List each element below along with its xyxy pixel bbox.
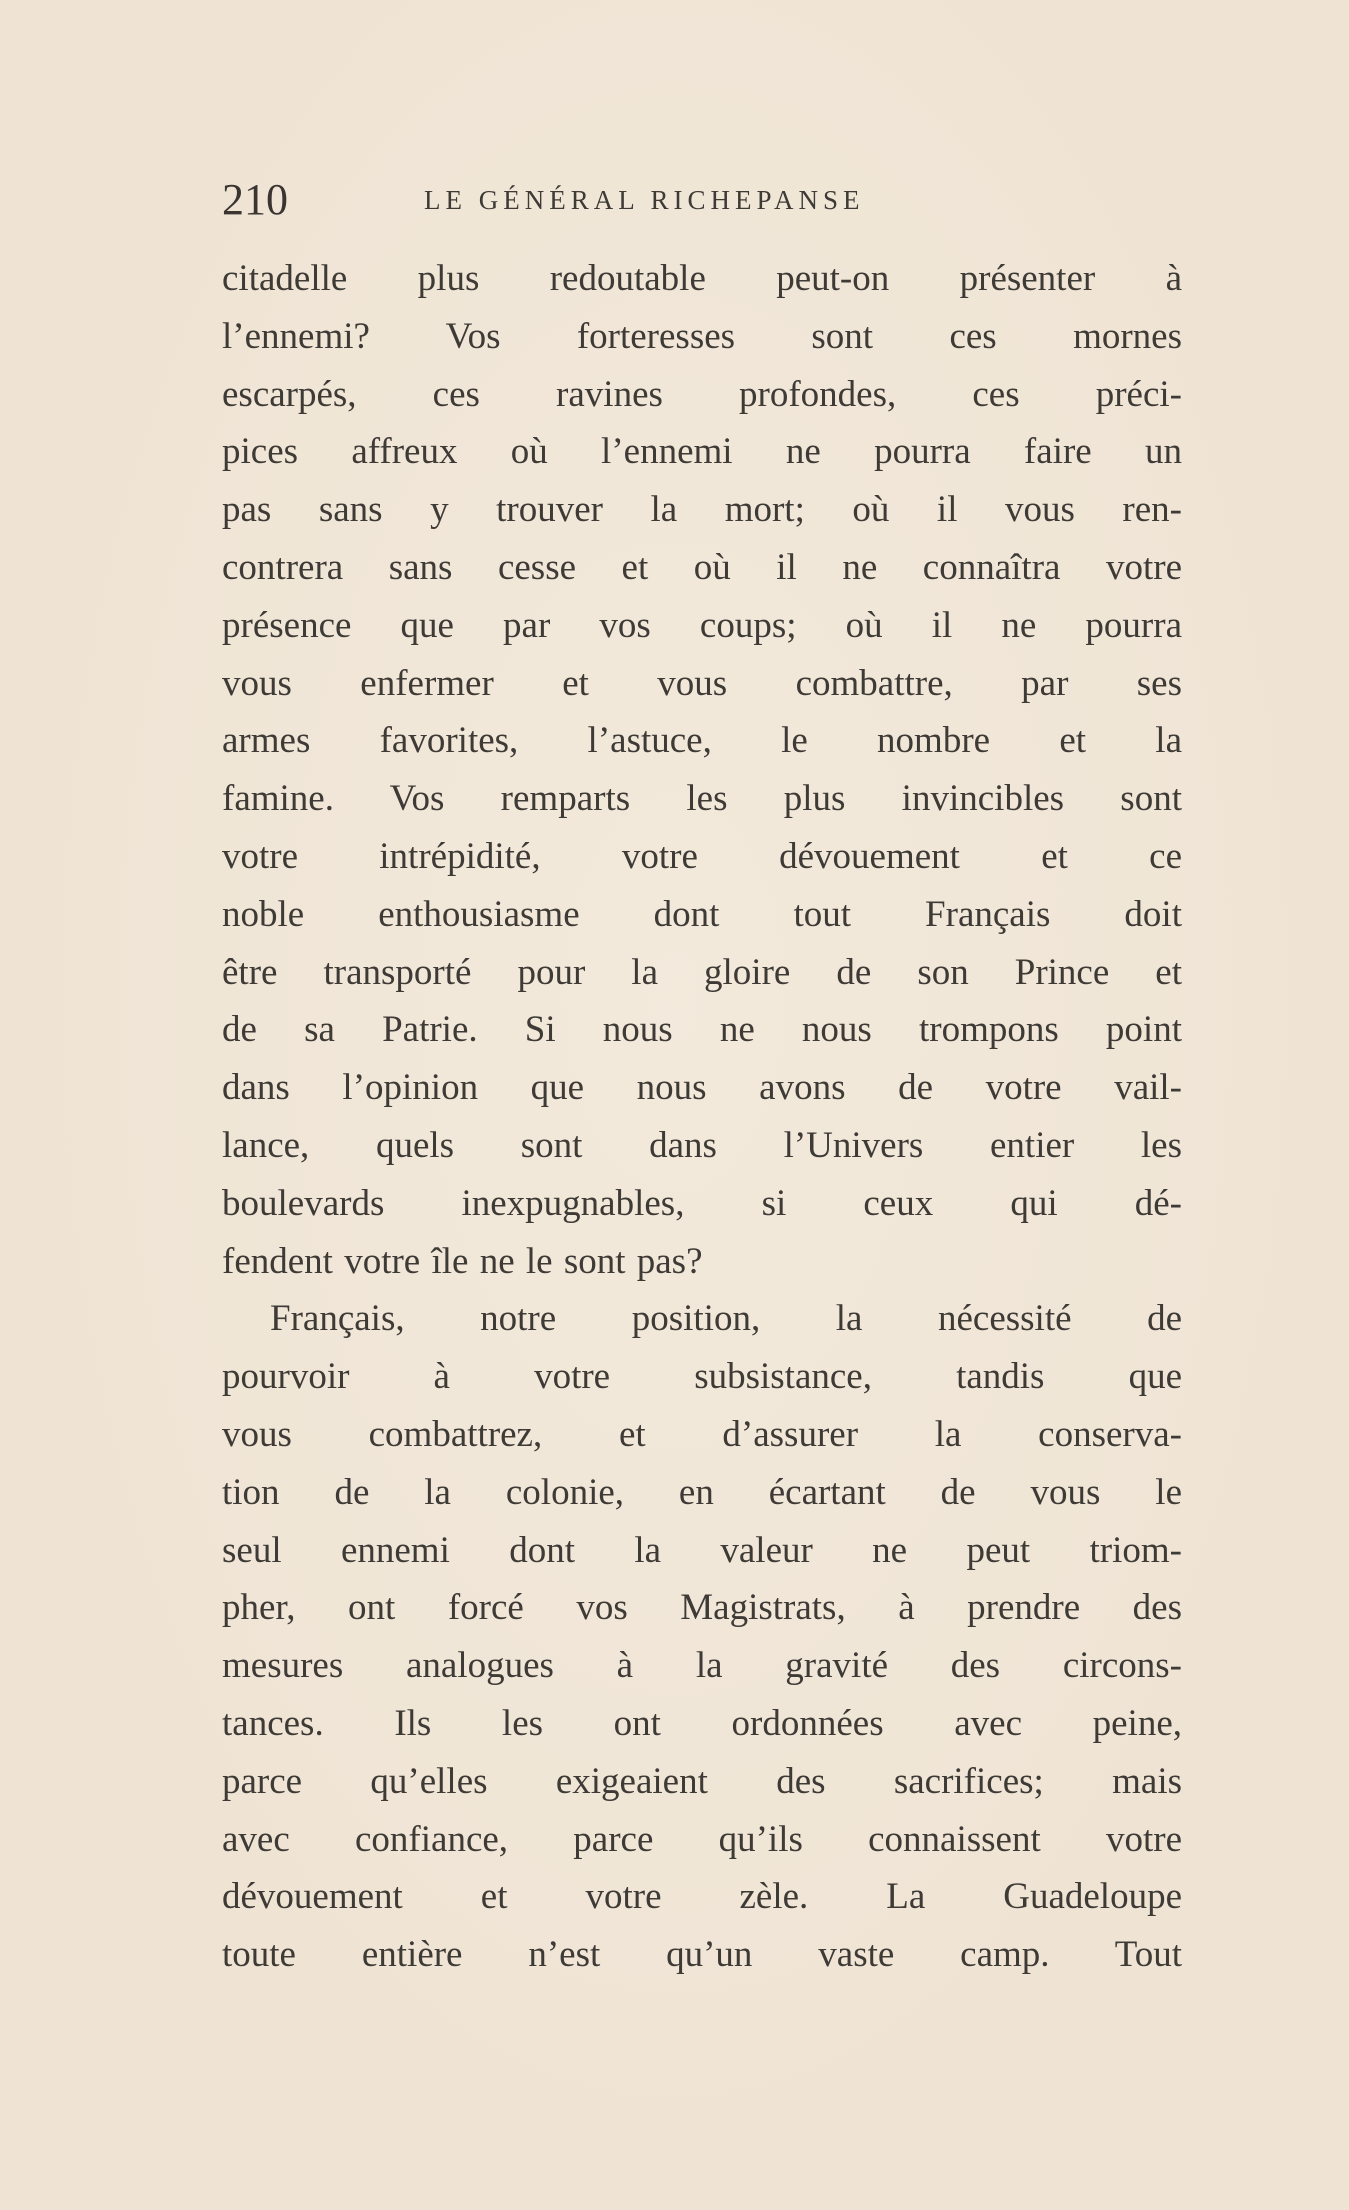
text-line: l’ennemi? Vos forteresses sont ces mornes	[222, 315, 1182, 357]
text-line: parce qu’elles exigeaient des sacrifices; mais	[222, 1760, 1182, 1802]
text-line: citadelle plus redoutable peut-on présenter à	[222, 258, 1182, 299]
text-line: être transporté pour la gloire de son Prince et	[222, 951, 1182, 993]
page-header	[222, 172, 1182, 228]
paragraph-start-line: Français, notre position, la nécessité de	[270, 1298, 1182, 1340]
text-line: boulevards inexpugnables, si ceux qui dé-	[222, 1182, 1182, 1224]
text-line: escarpés, ces ravines profondes, ces préci-	[222, 373, 1182, 415]
text-line: mesures analogues à la gravité des circons-	[222, 1645, 1182, 1687]
text-line: tances. Ils les ont ordonnées avec peine,	[222, 1702, 1182, 1744]
text-line: tion de la colonie, en écartant de vous le	[222, 1471, 1182, 1513]
text-line: pourvoir à votre subsistance, tandis que	[222, 1356, 1182, 1398]
body-text	[222, 250, 1182, 1984]
text-line: de sa Patrie. Si nous ne nous trompons point	[222, 1009, 1182, 1051]
text-line: avec confiance, parce qu’ils connaissent votre	[222, 1818, 1182, 1860]
text-line: vous combattrez, et d’assurer la conserva-	[222, 1413, 1182, 1455]
text-line: pices affreux où l’ennemi ne pourra faire un	[222, 431, 1182, 473]
text-line: dévouement et votre zèle. La Guadeloupe	[222, 1876, 1182, 1918]
text-line: votre intrépidité, votre dévouement et ce	[222, 835, 1182, 877]
text-line: famine. Vos remparts les plus invincibles sont	[222, 778, 1182, 820]
text-line: armes favorites, l’astuce, le nombre et la	[222, 720, 1182, 762]
text-line: pher, ont forcé vos Magistrats, à prendre des	[222, 1587, 1182, 1629]
paragraph-end-line: fendent votre île ne le sont pas?	[222, 1240, 703, 1282]
running-head: LE GÉNÉRAL RICHEPANSE	[424, 185, 865, 215]
text-line: lance, quels sont dans l’Univers entier les	[222, 1124, 1182, 1166]
text-line: seul ennemi dont la valeur ne peut triom-	[222, 1529, 1182, 1571]
text-line: toute entière n’est qu’un vaste camp. Tout	[222, 1934, 1182, 1976]
text-line: contrera sans cesse et où il ne connaîtra votre	[222, 546, 1182, 588]
text-line: vous enfermer et vous combattre, par ses	[222, 662, 1182, 704]
text-line: dans l’opinion que nous avons de votre vail-	[222, 1067, 1182, 1109]
text-line: pas sans y trouver la mort; où il vous ren-	[222, 489, 1182, 531]
page-number: 210	[222, 175, 288, 224]
text-line: noble enthousiasme dont tout Français doit	[222, 893, 1182, 935]
text-line: présence que par vos coups; où il ne pourra	[222, 604, 1182, 646]
